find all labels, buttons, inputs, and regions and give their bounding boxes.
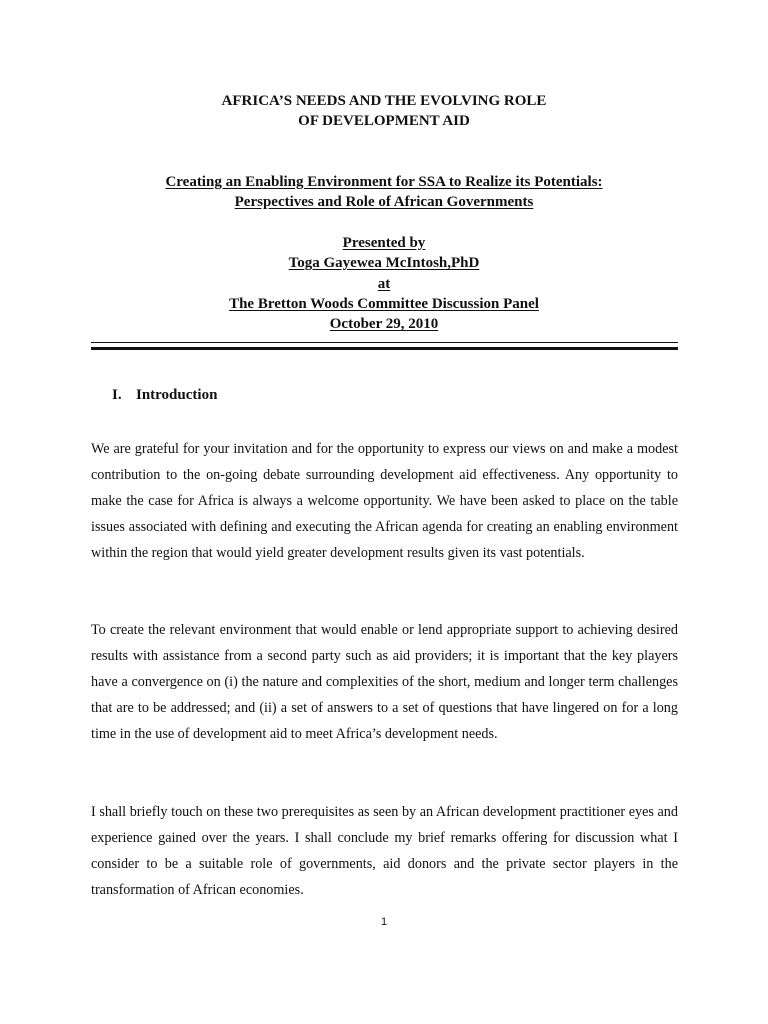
section-title: Introduction <box>136 387 218 403</box>
page-number: 1 <box>380 916 388 928</box>
body-paragraph-1: We are grateful for your invitation and for the opportunity to express our views on and make a modest contribution to the on-going debate surrounding development aid effectiveness. Any opportunity to make the case for Africa is always a welcome opportunity. We have been asked to place on the table issues associated with defining and executing the African agenda for creating an enabling environment within the region that would yield greater development results given its vast potentials. <box>91 441 678 561</box>
section-heading <box>112 385 217 405</box>
body-paragraph-3: I shall briefly touch on these two prerequisites as seen by an African development practitioner eyes and experience gained over the years. I shall conclude my brief remarks offering for discussion what I consider to be a suitable role of governments, aid donors and the private sector players in the transformation of African economies. <box>91 804 678 898</box>
document-title <box>0 91 768 131</box>
title-line-1: AFRICA’S NEEDS AND THE EVOLVING ROLE <box>221 93 547 109</box>
presenter-name: Toga Gayewea McIntosh,PhD <box>288 255 480 272</box>
subtitle-line-2: Perspectives and Role of African Governments <box>234 194 534 210</box>
header-divider-thin <box>91 342 678 343</box>
header-divider-thick <box>91 347 678 350</box>
presentation-date: October 29, 2010 <box>329 316 439 333</box>
body-paragraph-2: To create the relevant environment that would enable or lend appropriate support to achieving desired results with assistance from a second party such as aid providers; it is important that the key players have a convergence on (i) the nature and complexities of the short, medium and longer term challenges that are to be addressed; and (ii) a set of answers to a set of questions that have lingered on for a long time in the use of development aid to meet Africa’s development needs. <box>91 622 678 742</box>
document-subtitle <box>0 172 768 212</box>
subtitle-line-1: Creating an Enabling Environment for SSA to Realize its Potentials: <box>165 174 603 190</box>
section-number: I. <box>112 387 122 403</box>
presented-by-label: Presented by <box>342 235 426 251</box>
presentation-info <box>0 233 768 334</box>
title-line-2: OF DEVELOPMENT AID <box>298 113 470 129</box>
venue-name: The Bretton Woods Committee Discussion Panel <box>229 295 539 312</box>
at-label: at <box>377 275 391 292</box>
